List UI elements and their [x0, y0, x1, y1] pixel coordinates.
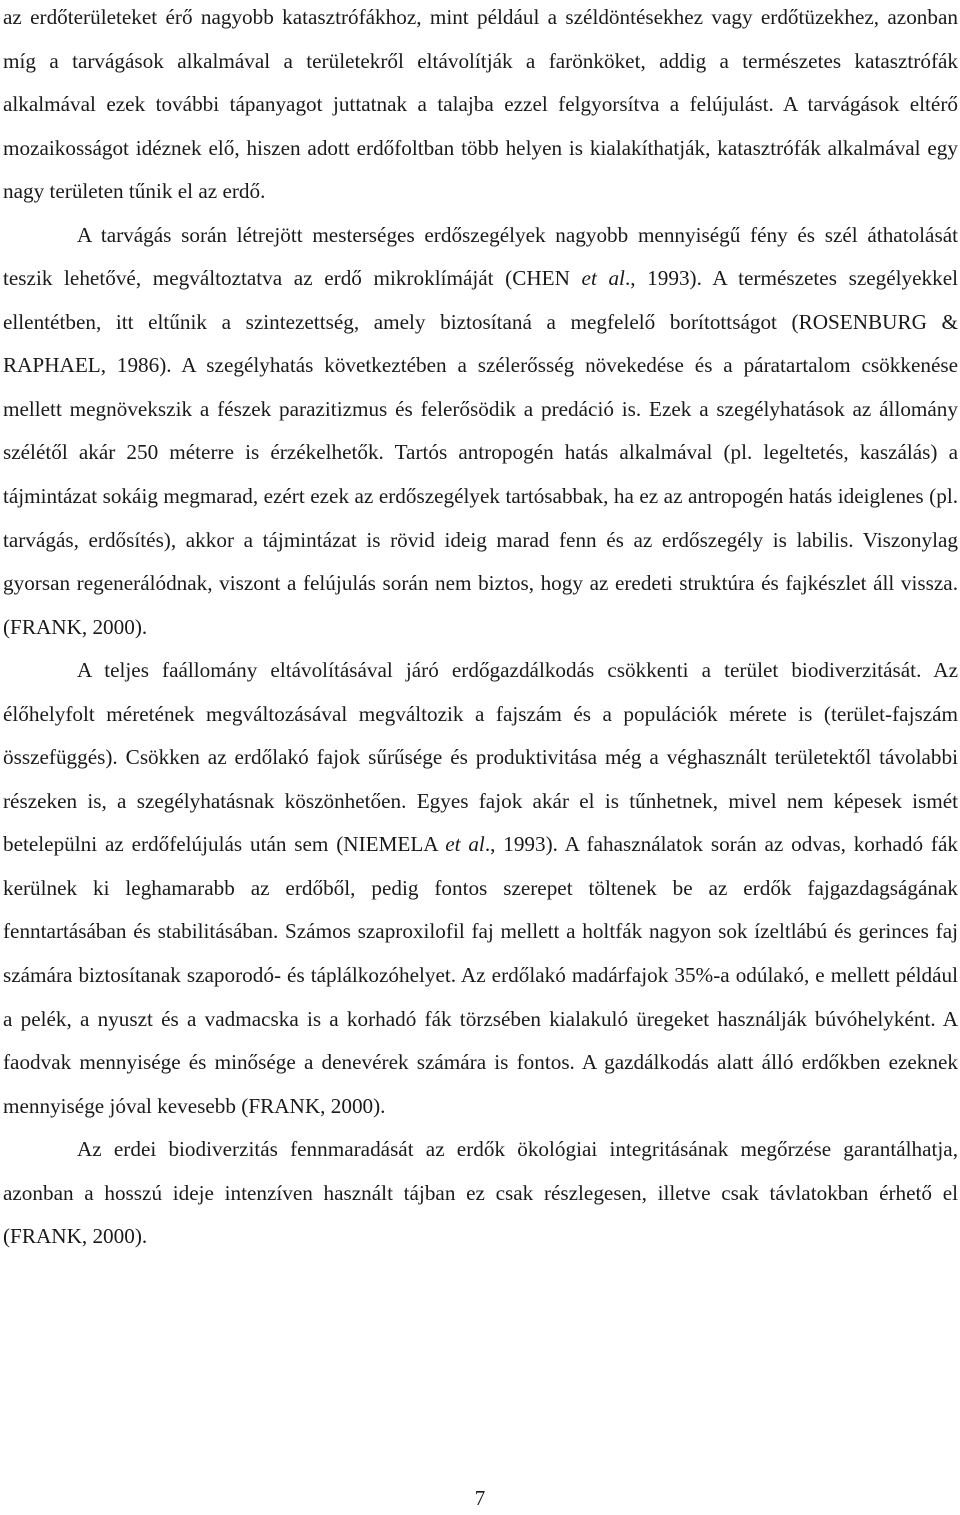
italic-text: et al [445, 832, 485, 857]
italic-text: et al [581, 266, 625, 291]
paragraph [3, 214, 958, 649]
page-number: 7 [474, 1486, 486, 1510]
text-run: ., 1993). A fahasználatok során az odvas, korhadó fák kerülnek ki leghamarabb az erdőből, pedig fontos szerepet töltenek be az erdők fajgazdagságának fenntartásában és stabilitásában. Számos szaproxilofil faj mellett a holtfák nagyon sok ízeltlábú és gerinces faj számára biztosítanak szaporodó- és táplálkozóhelyet. Az erdőlakó madárfajok 35%-a odúlakó, e mellett például a pelék, a nyuszt és a vadmacska is a korhadó fák törzsében kialakuló üregeket használják búvóhelyként. A faodvak mennyisége és minősége a denevérek számára is fontos. A gazdálkodás alatt álló erdőkben ezeknek mennyisége jóval kevesebb (FRANK, 2000). [3, 832, 958, 1118]
text-run: A teljes faállomány eltávolításával járó erdőgazdálkodás csökkenti a terület biodiverzitását. Az élőhelyfolt méretének megváltozásával megváltozik a fajszám és a populációk mérete is (terület-fajszám összefüggés). Csökken az erdőlakó fajok sűrűsége és produktivitása még a véghasznált területektől távolabbi részeken is, a szegélyhatásnak köszönhetően. Egyes fajok akár el is tűnhetnek, mivel nem képesek ismét betelepülni az erdőfelújulás után sem (NIEMELA [3, 658, 958, 857]
text-run: Az erdei biodiverzitás fennmaradását az erdők ökológiai integritásának megőrzése garantálhatja, azonban a hosszú ideje intenzíven használt tájban ez csak részlegesen, illetve csak távlatokban érhető el (FRANK, 2000). [3, 1137, 958, 1249]
body-text [3, 0, 958, 1259]
text-run: A tarvágás során létrejött mesterséges erdőszegélyek nagyobb mennyiségű fény és szél áthatolását teszik lehetővé, megváltoztatva az erdő mikroklímáját (CHEN [3, 222, 958, 291]
paragraph [3, 649, 958, 1128]
paragraph [3, 0, 958, 214]
paragraph [3, 1128, 958, 1259]
text-run: az erdőterületeket érő nagyobb katasztrófákhoz, mint például a széldöntésekhez vagy erdőtüzekhez, azonban míg a tarvágások alkalmával a területekről eltávolítják a farönköket, addig a természetes katasztrófák alkalmával ezek további tápanyagot juttatnak a talajba ezzel felgyorsítva a felújulást. A tarvágások eltérő mozaikosságot idéznek elő, hiszen adott erdőfoltban több helyen is kialakíthatják, katasztrófák alkalmával egy nagy területen tűnik el az erdő. [3, 5, 958, 204]
text-run: ., 1993). A természetes szegélyekkel ellentétben, itt eltűnik a szintezettség, amely biztosítaná a megfelelő borítottságot (ROSENBURG & RAPHAEL, 1986). A szegélyhatás következtében a szélerősség növekedése és a páratartalom csökkenése mellett megnövekszik a fészek parazitizmus és felerősödik a predáció is. Ezek a szegélyhatások az állomány szélétől akár 250 méterre is érzékelhetők. Tartós antropogén hatás alkalmával (pl. legeltetés, kaszálás) a tájmintázat sokáig megmarad, ezért ezek az erdőszegélyek tartósabbak, ha ez az antropogén hatás ideiglenes (pl. tarvágás, erdősítés), akkor a tájmintázat is rövid ideig marad fenn és az erdőszegély is labilis. Viszonylag gyorsan regenerálódnak, viszont a felújulás során nem biztos, hogy az eredeti struktúra és fajkészlet áll vissza. (FRANK, 2000). [3, 266, 958, 639]
